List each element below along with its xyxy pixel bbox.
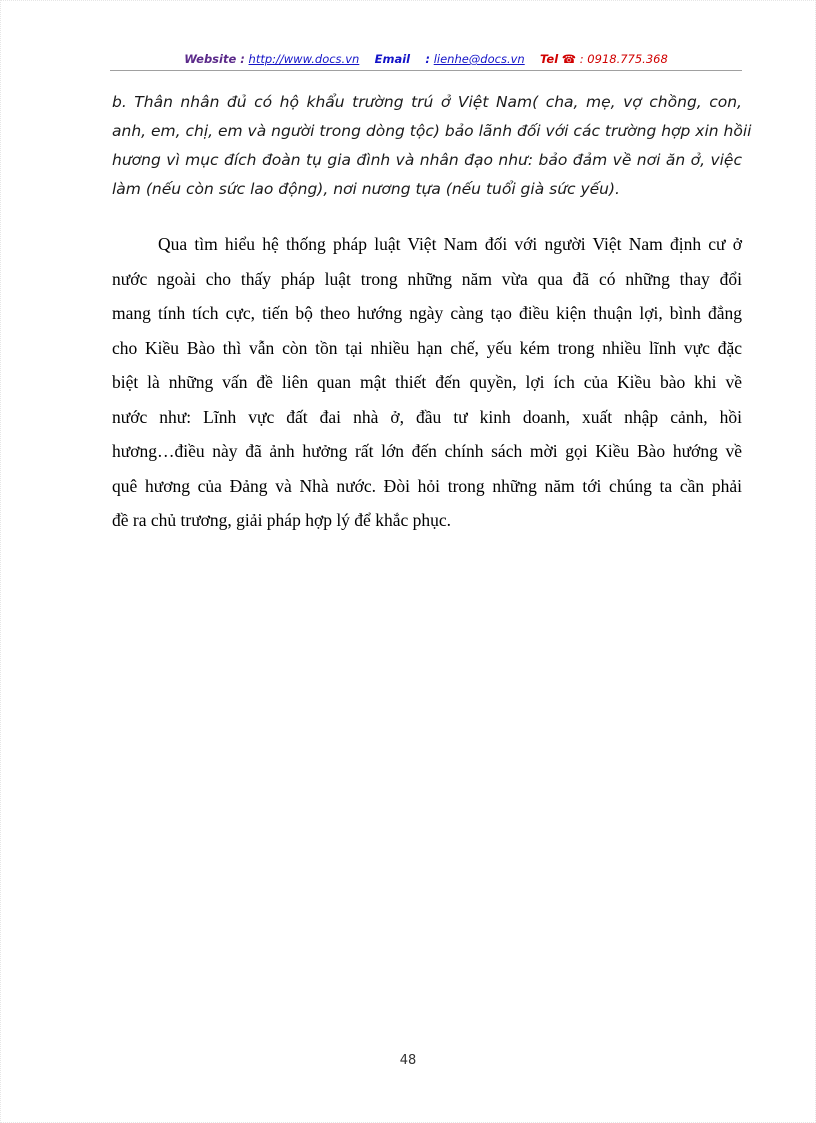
main-line: nước ngoài cho thấy pháp luật trong những năm vừa qua đã có những thay đổi xyxy=(112,268,742,289)
main-line: biệt là những vấn đề liên quan mật thiết đến quyền, lợi ích của Kiều bào khi về xyxy=(112,372,742,392)
italic-line: làm (nếu còn sức lao động), nơi nương tựa (nếu tuổi già sức yếu). xyxy=(112,180,620,198)
tel-label: Tel xyxy=(540,52,559,66)
main-line: Qua tìm hiểu hệ thống pháp luật Việt Nam đối với người Việt Nam định cư ở xyxy=(158,234,742,254)
italic-paragraph xyxy=(112,88,752,204)
italic-line: anh, em, chị, em và người trong dòng tộc) bảo lãnh đối với các trường hợp xin hồii xyxy=(112,122,752,140)
main-line: quê hương của Đảng và Nhà nước. Đòi hỏi trong những năm tới chúng ta cần phải xyxy=(112,475,742,496)
main-line: mang tính tích cực, tiến bộ theo hướng ngày càng tạo điều kiện thuận lợi, bình đẳng xyxy=(112,303,742,323)
main-line: hương…điều này đã ảnh hưởng rất lớn đến chính sách mời gọi Kiều Bào hướng về xyxy=(112,441,742,461)
phone-icon: ☎ xyxy=(561,52,577,66)
main-line: cho Kiều Bào thì vẫn còn tồn tại nhiều hạn chế, yếu kém trong nhiều lĩnh vực đặc xyxy=(112,337,742,358)
website-label: Website : xyxy=(184,52,245,66)
email-label: Email xyxy=(374,52,411,66)
phone-number: : 0918.775.368 xyxy=(579,52,668,66)
main-line: đề ra chủ trương, giải pháp hợp lý để khắc phục. xyxy=(112,510,452,530)
main-paragraph xyxy=(112,227,742,538)
header-divider xyxy=(110,70,742,71)
email-link[interactable]: lienhe@docs.vn xyxy=(433,52,525,66)
main-line: nước như: Lĩnh vực đất đai nhà ở, đầu tư kinh doanh, xuất nhập cảnh, hồi xyxy=(112,406,742,427)
page-header xyxy=(110,52,742,66)
italic-line: b. Thân nhân đủ có hộ khẩu trường trú ở Việt Nam( cha, mẹ, vợ chồng, con, xyxy=(112,93,742,111)
italic-line: hương vì mục đích đoàn tụ gia đình và nhân đạo như: bảo đảm về nơi ăn ở, việc xyxy=(112,151,742,169)
page-number: 48 xyxy=(399,1053,417,1068)
website-link[interactable]: http://www.docs.vn xyxy=(248,52,360,66)
email-separator: : xyxy=(425,52,431,66)
